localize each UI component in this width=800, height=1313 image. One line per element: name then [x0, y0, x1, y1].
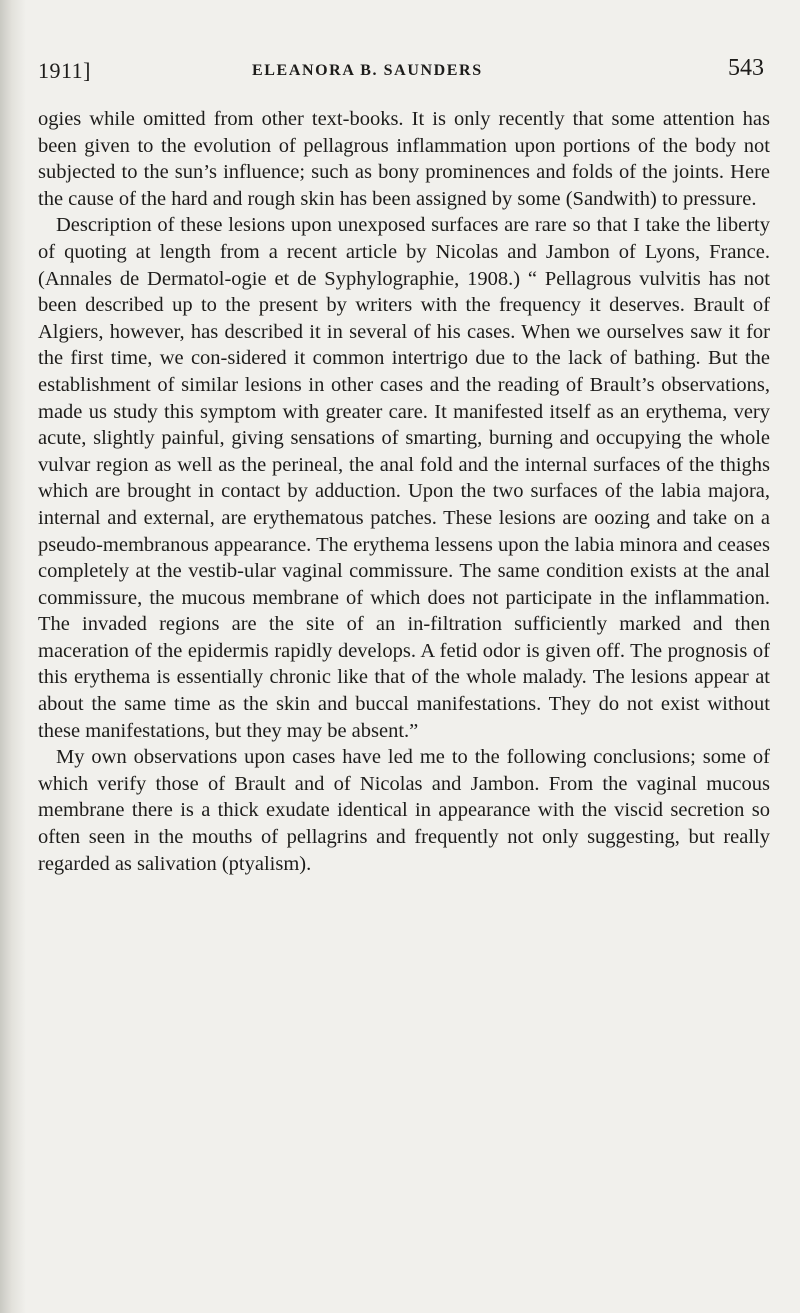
paragraph-1: ogies while omitted from other text-books. It is only recently that some attention has been given to the evolution of pellagrous inflammation upon portions of the body not subjected to the sun’s influence; such as bony prominences and folds of the joints. Here the cause of the hard and rough skin has been assigned by some (Sandwith) to pressure. — [38, 108, 770, 210]
running-head-year: 1911] — [38, 58, 92, 83]
body-text — [38, 106, 770, 877]
paragraph-3: My own observations upon cases have led me to the following conclusions; some of which verify those of Brault and of Nicolas and Jambon. From the vaginal mucous membrane there is a thick exudate identical in appearance with the viscid secretion so often seen in the mouths of pellagrins and frequently not only suggesting, but really regarded as salivation (ptyalism). — [38, 746, 770, 875]
running-head-author: ELEANORA B. SAUNDERS — [252, 62, 483, 79]
paragraph-2: Description of these lesions upon unexposed surfaces are rare so that I take the liberty of quoting at length from a recent article by Nicolas and Jambon of Lyons, France. (Annales de Dermatol-ogie et de Syphylographie, 1908.) “ Pellagrous vulvitis has not been described up to the present by writers with the frequency it deserves. Brault of Algiers, however, has described it in several of his cases. When we ourselves saw it for the first time, we con-sidered it common intertrigo due to the lack of bathing. But the establishment of similar lesions in other cases and the reading of Brault’s observations, made us study this symptom with greater care. It manifested itself as an erythema, very acute, slightly painful, giving sensations of smarting, burning and occupying the whole vulvar region as well as the perineal, the anal fold and the internal surfaces of the thighs which are brought in contact by adduction. Upon the two surfaces of the labia majora, internal and external, are erythematous patches. These lesions are oozing and take on a pseudo-membranous appearance. The erythema lessens upon the labia minora and ceases completely at the vestib-ular vaginal commissure. The same condition exists at the anal commissure, the mucous membrane of which does not participate in the inflammation. The invaded regions are the site of an in-filtration sufficiently marked and then maceration of the epidermis rapidly develops. A fetid odor is given off. The prognosis of this erythema is essentially chronic like that of the whole malady. The lesions appear at about the same time as the skin and buccal manifestations. They do not exist without these manifestations, but they may be absent.” — [38, 214, 770, 742]
page-number: 543 — [728, 55, 764, 81]
running-head — [38, 52, 764, 92]
